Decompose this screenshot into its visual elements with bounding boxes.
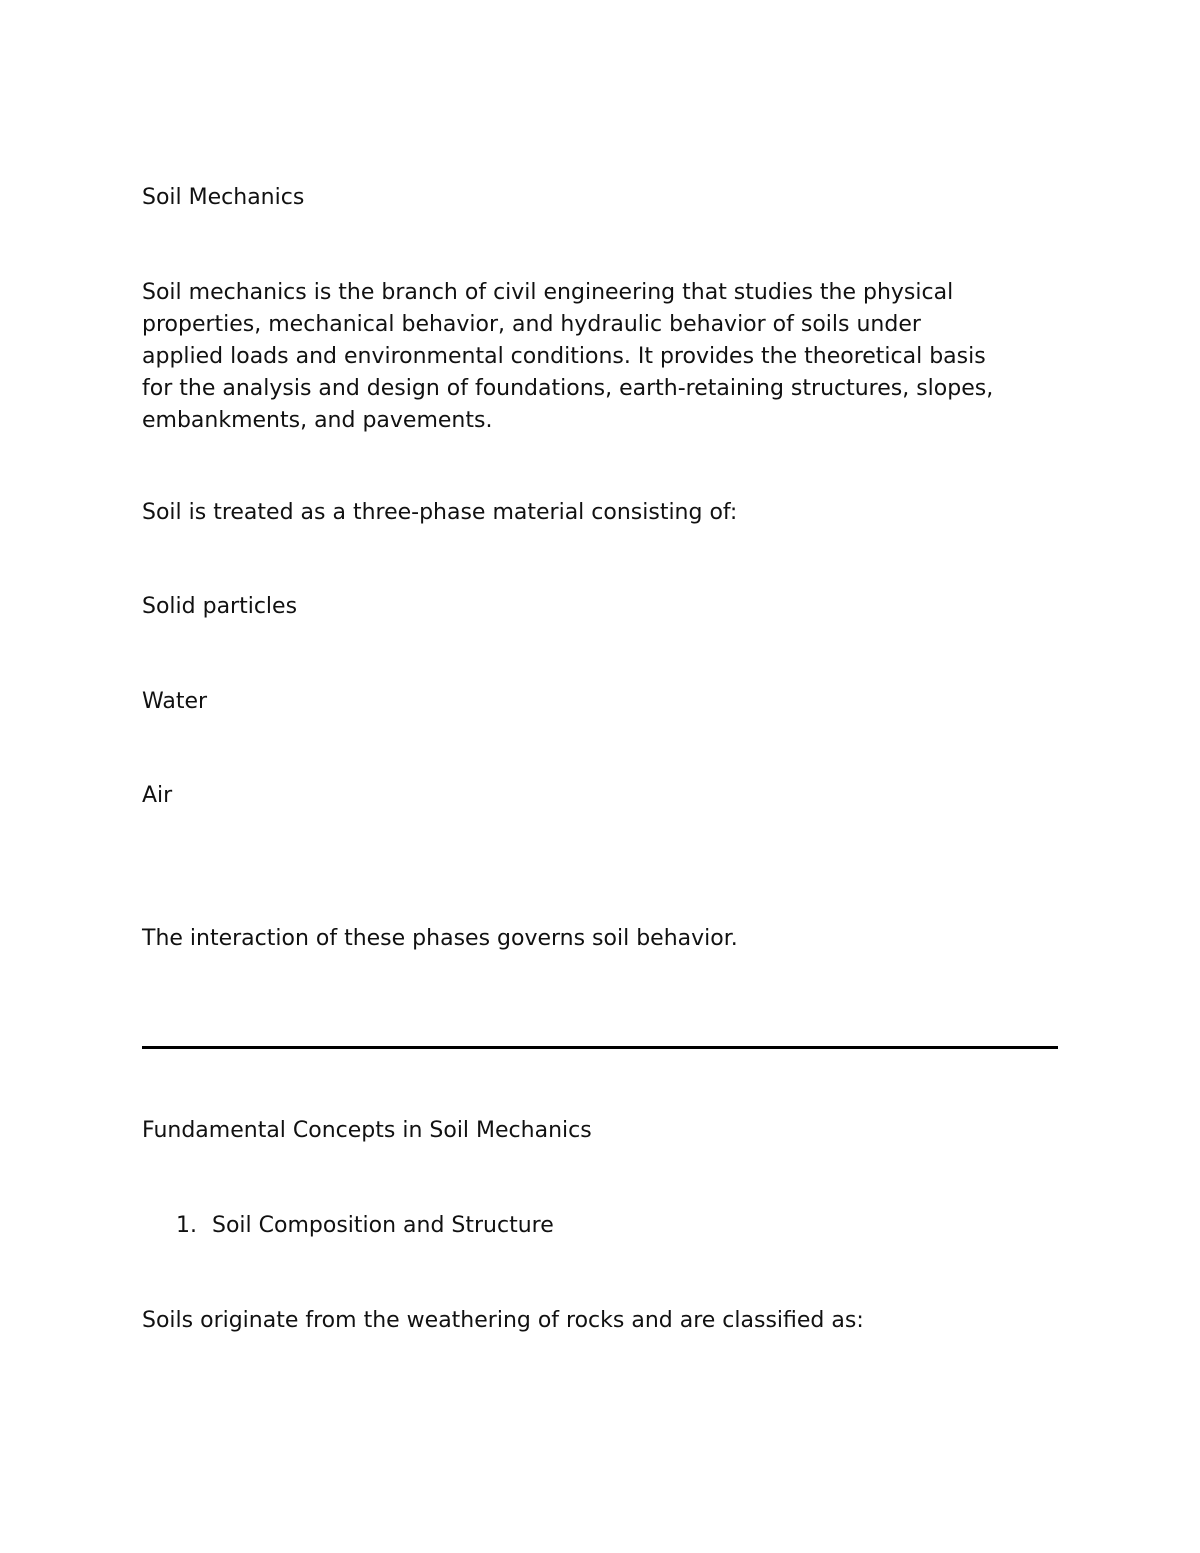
origin-text: Soils originate from the weathering of rocks and are classified as:: [142, 1308, 864, 1333]
phase-item: Water: [142, 689, 208, 714]
intro-line: applied loads and environmental conditions. It provides the theoretical basis: [142, 344, 986, 369]
phase-intro-text: Soil is treated as a three-phase material consisting of:: [142, 500, 738, 525]
document-title: Soil Mechanics: [142, 185, 305, 210]
phase-item: Air: [142, 783, 173, 808]
list-item-number: 1.: [176, 1213, 197, 1238]
intro-line: Soil mechanics is the branch of civil engineering that studies the physical: [142, 280, 954, 305]
intro-line: properties, mechanical behavior, and hydraulic behavior of soils under: [142, 312, 921, 337]
phase-summary-text: The interaction of these phases governs soil behavior.: [142, 926, 738, 951]
intro-line: embankments, and pavements.: [142, 408, 493, 433]
section-heading: Fundamental Concepts in Soil Mechanics: [142, 1118, 592, 1143]
intro-line: for the analysis and design of foundations, earth-retaining structures, slopes,: [142, 376, 994, 401]
phase-item: Solid particles: [142, 594, 298, 619]
list-item-text: Soil Composition and Structure: [212, 1213, 554, 1238]
intro-paragraph: [142, 277, 1062, 437]
horizontal-divider: [142, 1046, 1058, 1049]
